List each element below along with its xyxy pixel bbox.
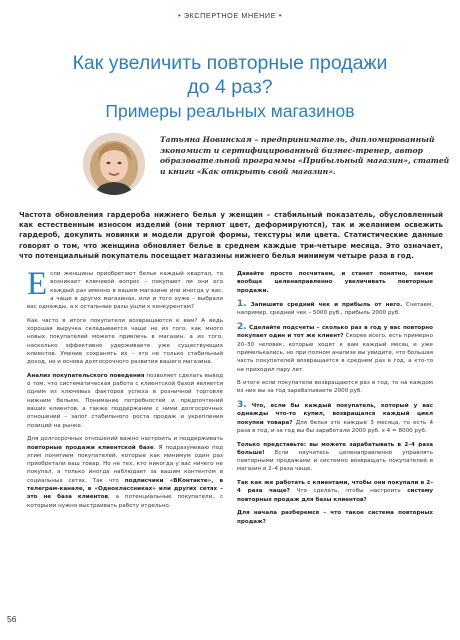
article-title-line-1: Как увеличить повторные продажи [72, 52, 388, 74]
drop-cap: Е [27, 266, 48, 302]
imagine-heading: Только представьте: вы можете зарабатывать в 2–4 раза больше! [237, 441, 433, 456]
article-subtitle: Примеры реальных магазинов [105, 101, 355, 121]
step-2-number: 2. [237, 322, 247, 333]
step-1-heading: Запишите средний чек и прибыль от него. [246, 302, 403, 309]
page-number: 56 [7, 614, 17, 624]
paragraph-repeat-sales-b: повторные продажи клиентской базе [27, 444, 154, 451]
article-title-line-2: до 4 раз? [187, 76, 273, 98]
step-2-note: В итоге если покупатели возвращаются раз в год, то на каждом из них вы за год зарабатываете 2000 руб. [237, 380, 433, 395]
bullet-icon: • [278, 11, 283, 20]
paragraph-repeat-sales [27, 435, 223, 510]
paragraph-intro-text: сли женщины приобретают белье каждый квартал, то возникает ключевой вопрос – покупают ли они его каждый раз именно в вашем магазине или иногда у вас, а чаще в других магазинах, или и того хуже – выбрали вас однажды, а к остальные разы ушли к конкурентам? [27, 271, 223, 311]
paragraph-intro [27, 266, 223, 311]
step-3 [237, 401, 433, 435]
left-column [27, 266, 223, 515]
section-label [0, 11, 460, 20]
step-2-text: Скорее всего, есть примерно 20–30 человек, которые ходят к вам каждый месяц и уже примелькались, но при полном анализе вы увидите, что большая часть покупателей возвращается в среднем раз в год, а кто-то не приходил пару лет. [237, 333, 433, 373]
paragraph-analysis-text: позволяет сделать вывод о том, что систематическая работа с клиентской базой является одним из ключевых факторов успеха в розничной торговле нижним бельем. Понимание потребностей и предпочтений ваших клиентов, а также поддержание с ними долгосрочных отношений – залог стабильного роста продаж и укрепления позиций на рынке. [27, 372, 223, 429]
question-1-text: Что сделать, чтобы настроить [289, 488, 408, 495]
paragraph-question-1 [237, 479, 433, 504]
paragraph-analysis-bold: Анализ покупательского поведения [27, 372, 145, 379]
paragraph-analysis [27, 372, 223, 430]
step-1-number: 1. [237, 299, 247, 310]
bullet-icon: • [177, 11, 182, 20]
paragraph-imagine [237, 441, 433, 474]
paragraph-repeat-sales-c: . Я подразумеваю под этим понятием покупателей, которые как минимум один раз приобретали ваш товар. Но не тех, кто никогда у вас ничего не покупал, а только иногда наблюдает за вашим контентом в социальных сетях. Так что [27, 444, 223, 484]
imagine-text: Если научитесь целенаправленно управлять повторными продажами и системно возвращать покупателей в магазин в 2–4 раза чаще. [237, 449, 433, 473]
step-3-text: Для белья это каждые 3 месяца, то есть 4 раза в год, и за год вы бы заработали 2000 руб. x 4 = 8000 руб. [237, 419, 434, 434]
paragraph-calc-intro [237, 270, 433, 295]
step-1-text: Считаем, например, средний чек – 5000 руб., прибыль 2000 руб. [237, 302, 433, 317]
paragraph-question-2 [237, 509, 433, 526]
step-2 [237, 323, 433, 374]
right-column [237, 270, 433, 531]
question-2-heading: Для начала разберемся – что такое система повторных продаж? [237, 510, 433, 525]
step-3-number: 3. [237, 400, 247, 411]
author-bio: Татьяна Новинская – предприниматель, дипломированный экономист и сертифицированный бизнес-тренер, автор образовательной программы «Прибыльный магазин», статей и книги «Как открыть свой магазин». [160, 135, 450, 176]
step-2-heading: Сделайте подсчеты – сколько раз в год у вас повторно покупает один и тот же клиент? [237, 325, 433, 340]
lead-paragraph: Частота обновления гардероба нижнего белья у женщин – стабильный показатель, обусловленный как естественным износом изделий (они теряют цвет, деформируются), так и желанием освежить гардероб, докупить новинки и модели другой формы, текстуры или цвета. Статистические данные говорят о том, что женщина обновляет белье в среднем каждые три-четыре месяца. Это означает, что потенциальный покупатель посещает магазины нижнего белья минимум четыре раза в год. [19, 211, 443, 260]
paragraph-repeat-sales-a: Для долгосрочных отношений важно настроить и поддерживать [27, 436, 223, 443]
paragraph-repeat-sales-d: подписчики «ВКонтакте», в телеграм-канале, в «Одноклассниках» или других сетях – это не база клиентов [27, 477, 223, 501]
calc-intro-text: Давайте просто посчитаем, и станет понятно, зачем вообще целенаправленно увеличивать повторные продажи. [237, 271, 433, 294]
paragraph-retention: Как часто в итоге покупатели возвращаются к вам? А ведь хорошая выручка складывается чаще не из того, как много новых покупателей можете привлечь в магазин, а из того, насколько эффективно удерживаете уже существующих клиентов. Умение сохранять их – это не только стабильный доход, но и основа долгосрочного развития вашего магазина. [27, 317, 223, 366]
section-label-text: ЭКСПЕРТНОЕ МНЕНИЕ [183, 11, 277, 20]
question-1-heading: Так как же работать с клиентами, чтобы они покупали в 2–4 раза чаще? [237, 480, 433, 495]
author-photo [83, 133, 145, 195]
question-1-system: систему повторных продаж для базы клиентов? [237, 488, 434, 503]
step-3-heading: Что, если бы каждый покупатель, который у вас однажды что-то купил, возвращался каждый цикл покупки товара? [237, 403, 433, 426]
step-1 [237, 300, 433, 318]
paragraph-repeat-sales-e: , а потенциальные покупатели, с которыми нужно выстраивать работу отдельно. [27, 494, 223, 509]
article-title [0, 51, 460, 99]
author-portrait-image [83, 133, 145, 195]
